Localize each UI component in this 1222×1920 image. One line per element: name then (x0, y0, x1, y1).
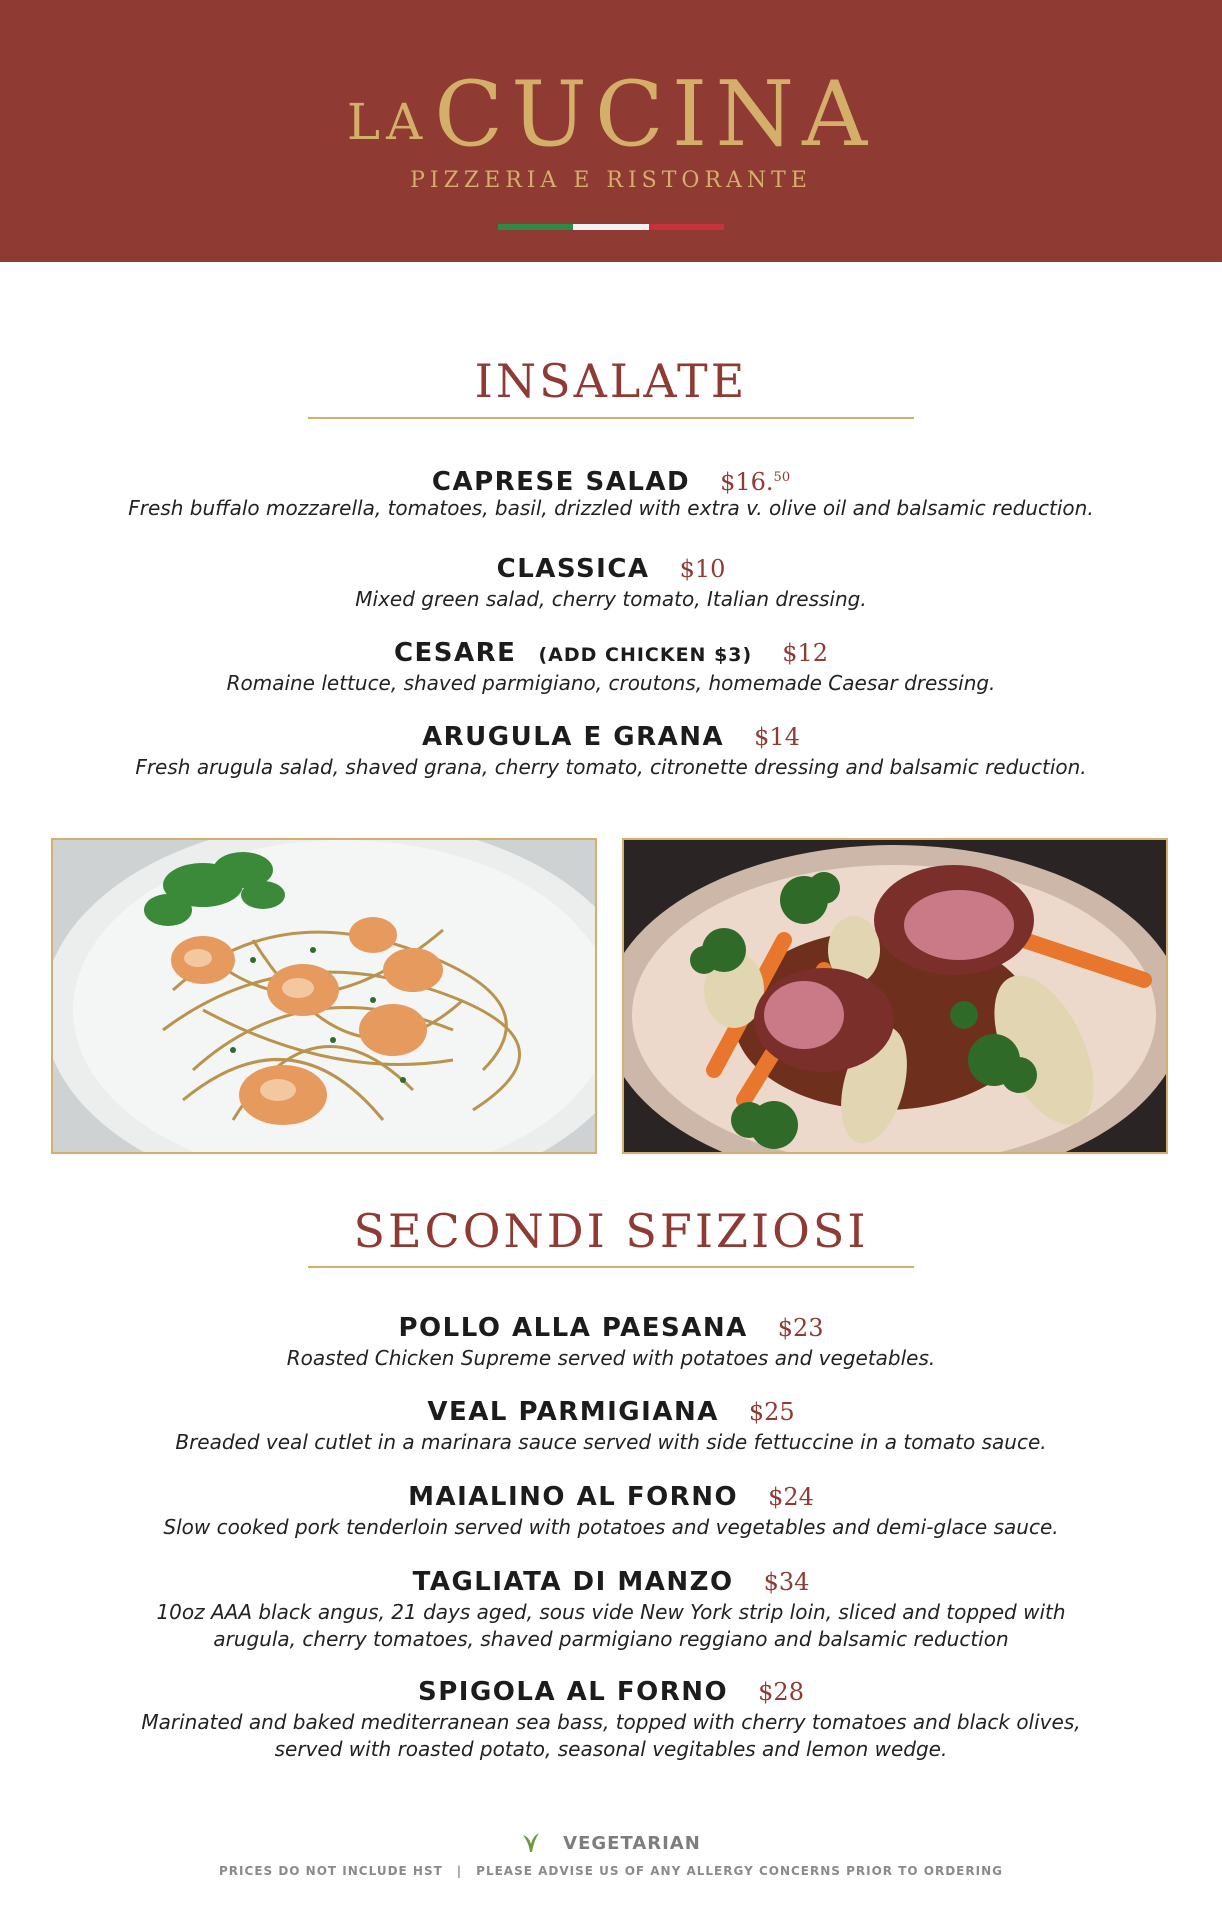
item-name: CAPRESE SALAD (431, 467, 691, 497)
item-price: $25 (748, 1398, 795, 1426)
item-description: Breaded veal cutlet in a marinara sauce served with side fettuccine in a tomato sauce. (175, 1430, 1047, 1454)
item-name: ARUGULA E GRANA (422, 722, 725, 752)
item-description-line-1: 10oz AAA black angus, 21 days aged, sous vide New York strip loin, sliced and topped with (156, 1600, 1066, 1624)
menu-item (0, 461, 1222, 522)
italian-flag-stripe (498, 224, 724, 230)
item-name: CLASSICA (496, 554, 650, 584)
vegetarian-legend (0, 1830, 1222, 1854)
item-name: SPIGOLA AL FORNO (418, 1677, 729, 1707)
item-description: Mixed green salad, cherry tomato, Italian dressing. (355, 587, 867, 611)
menu-item (0, 1395, 1222, 1456)
brand-small: LA (346, 93, 429, 151)
item-name: POLLO ALLA PAESANA (398, 1313, 748, 1343)
footer-separator: | (456, 1864, 463, 1878)
section-title-secondi: SECONDI SFIZIOSI (353, 1204, 869, 1258)
photo-tenderloin-vegetables (622, 838, 1168, 1154)
item-price: $10 (679, 555, 726, 583)
flag-white (573, 224, 648, 230)
menu-item (0, 1565, 1222, 1653)
item-description: Roasted Chicken Supreme served with potatoes and vegetables. (286, 1346, 936, 1370)
menu-item (0, 552, 1222, 613)
item-price: $14 (754, 723, 800, 751)
header-banner (0, 0, 1222, 262)
hst-notice: PRICES DO NOT INCLUDE HST (219, 1864, 443, 1878)
item-description: Fresh arugula salad, shaved grana, cherry tomato, citronette dressing and balsamic reduction. (135, 755, 1087, 779)
photo-shrimp-spaghetti (51, 838, 597, 1154)
item-description: Romaine lettuce, shaved parmigiano, croutons, homemade Caesar dressing. (226, 671, 996, 695)
restaurant-logo (0, 62, 1222, 167)
item-description-line-2: served with roasted potato, seasonal vegitables and lemon wedge. (274, 1737, 948, 1761)
item-price: $16.50 (720, 468, 791, 496)
menu-item (0, 1311, 1222, 1372)
footer-notice (0, 1864, 1222, 1878)
section-title-insalate: INSALATE (474, 354, 748, 408)
section-divider (308, 417, 914, 419)
item-price: $23 (777, 1314, 824, 1342)
item-price: $28 (758, 1678, 804, 1706)
tagline: PIZZERIA E RISTORANTE (410, 168, 812, 193)
menu-item (0, 1675, 1222, 1763)
vegetarian-label: VEGETARIAN (563, 1833, 701, 1854)
item-price: $12 (782, 639, 829, 667)
item-name: MAIALINO AL FORNO (408, 1482, 739, 1512)
item-description-line-1: Marinated and baked mediterranean sea bass, topped with cherry tomatoes and black olives, (141, 1710, 1081, 1734)
leaf-icon (521, 1830, 549, 1854)
item-name: CESARE (393, 638, 517, 668)
flag-red (649, 224, 724, 230)
flag-green (498, 224, 573, 230)
item-price: $24 (768, 1483, 814, 1511)
section-divider (308, 1266, 914, 1268)
item-name: TAGLIATA DI MANZO (412, 1567, 734, 1597)
allergy-notice: PLEASE ADVISE US OF ANY ALLERGY CONCERNS PRIOR TO ORDERING (476, 1864, 1003, 1878)
item-price: $34 (763, 1568, 810, 1596)
item-name: VEAL PARMIGIANA (427, 1397, 719, 1427)
item-description: Slow cooked pork tenderloin served with potatoes and vegetables and demi-glace sauce. (163, 1515, 1059, 1539)
item-description: Fresh buffalo mozzarella, tomatoes, basil, drizzled with extra v. olive oil and balsamic reduction. (128, 496, 1094, 520)
menu-item (0, 636, 1222, 697)
menu-item (0, 1480, 1222, 1541)
menu-item (0, 720, 1222, 781)
brand-large: CUCINA (434, 62, 876, 167)
item-note: (ADD CHICKEN $3) (538, 644, 753, 666)
item-description-line-2: arugula, cherry tomatoes, shaved parmigiano reggiano and balsamic reduction (213, 1627, 1009, 1651)
